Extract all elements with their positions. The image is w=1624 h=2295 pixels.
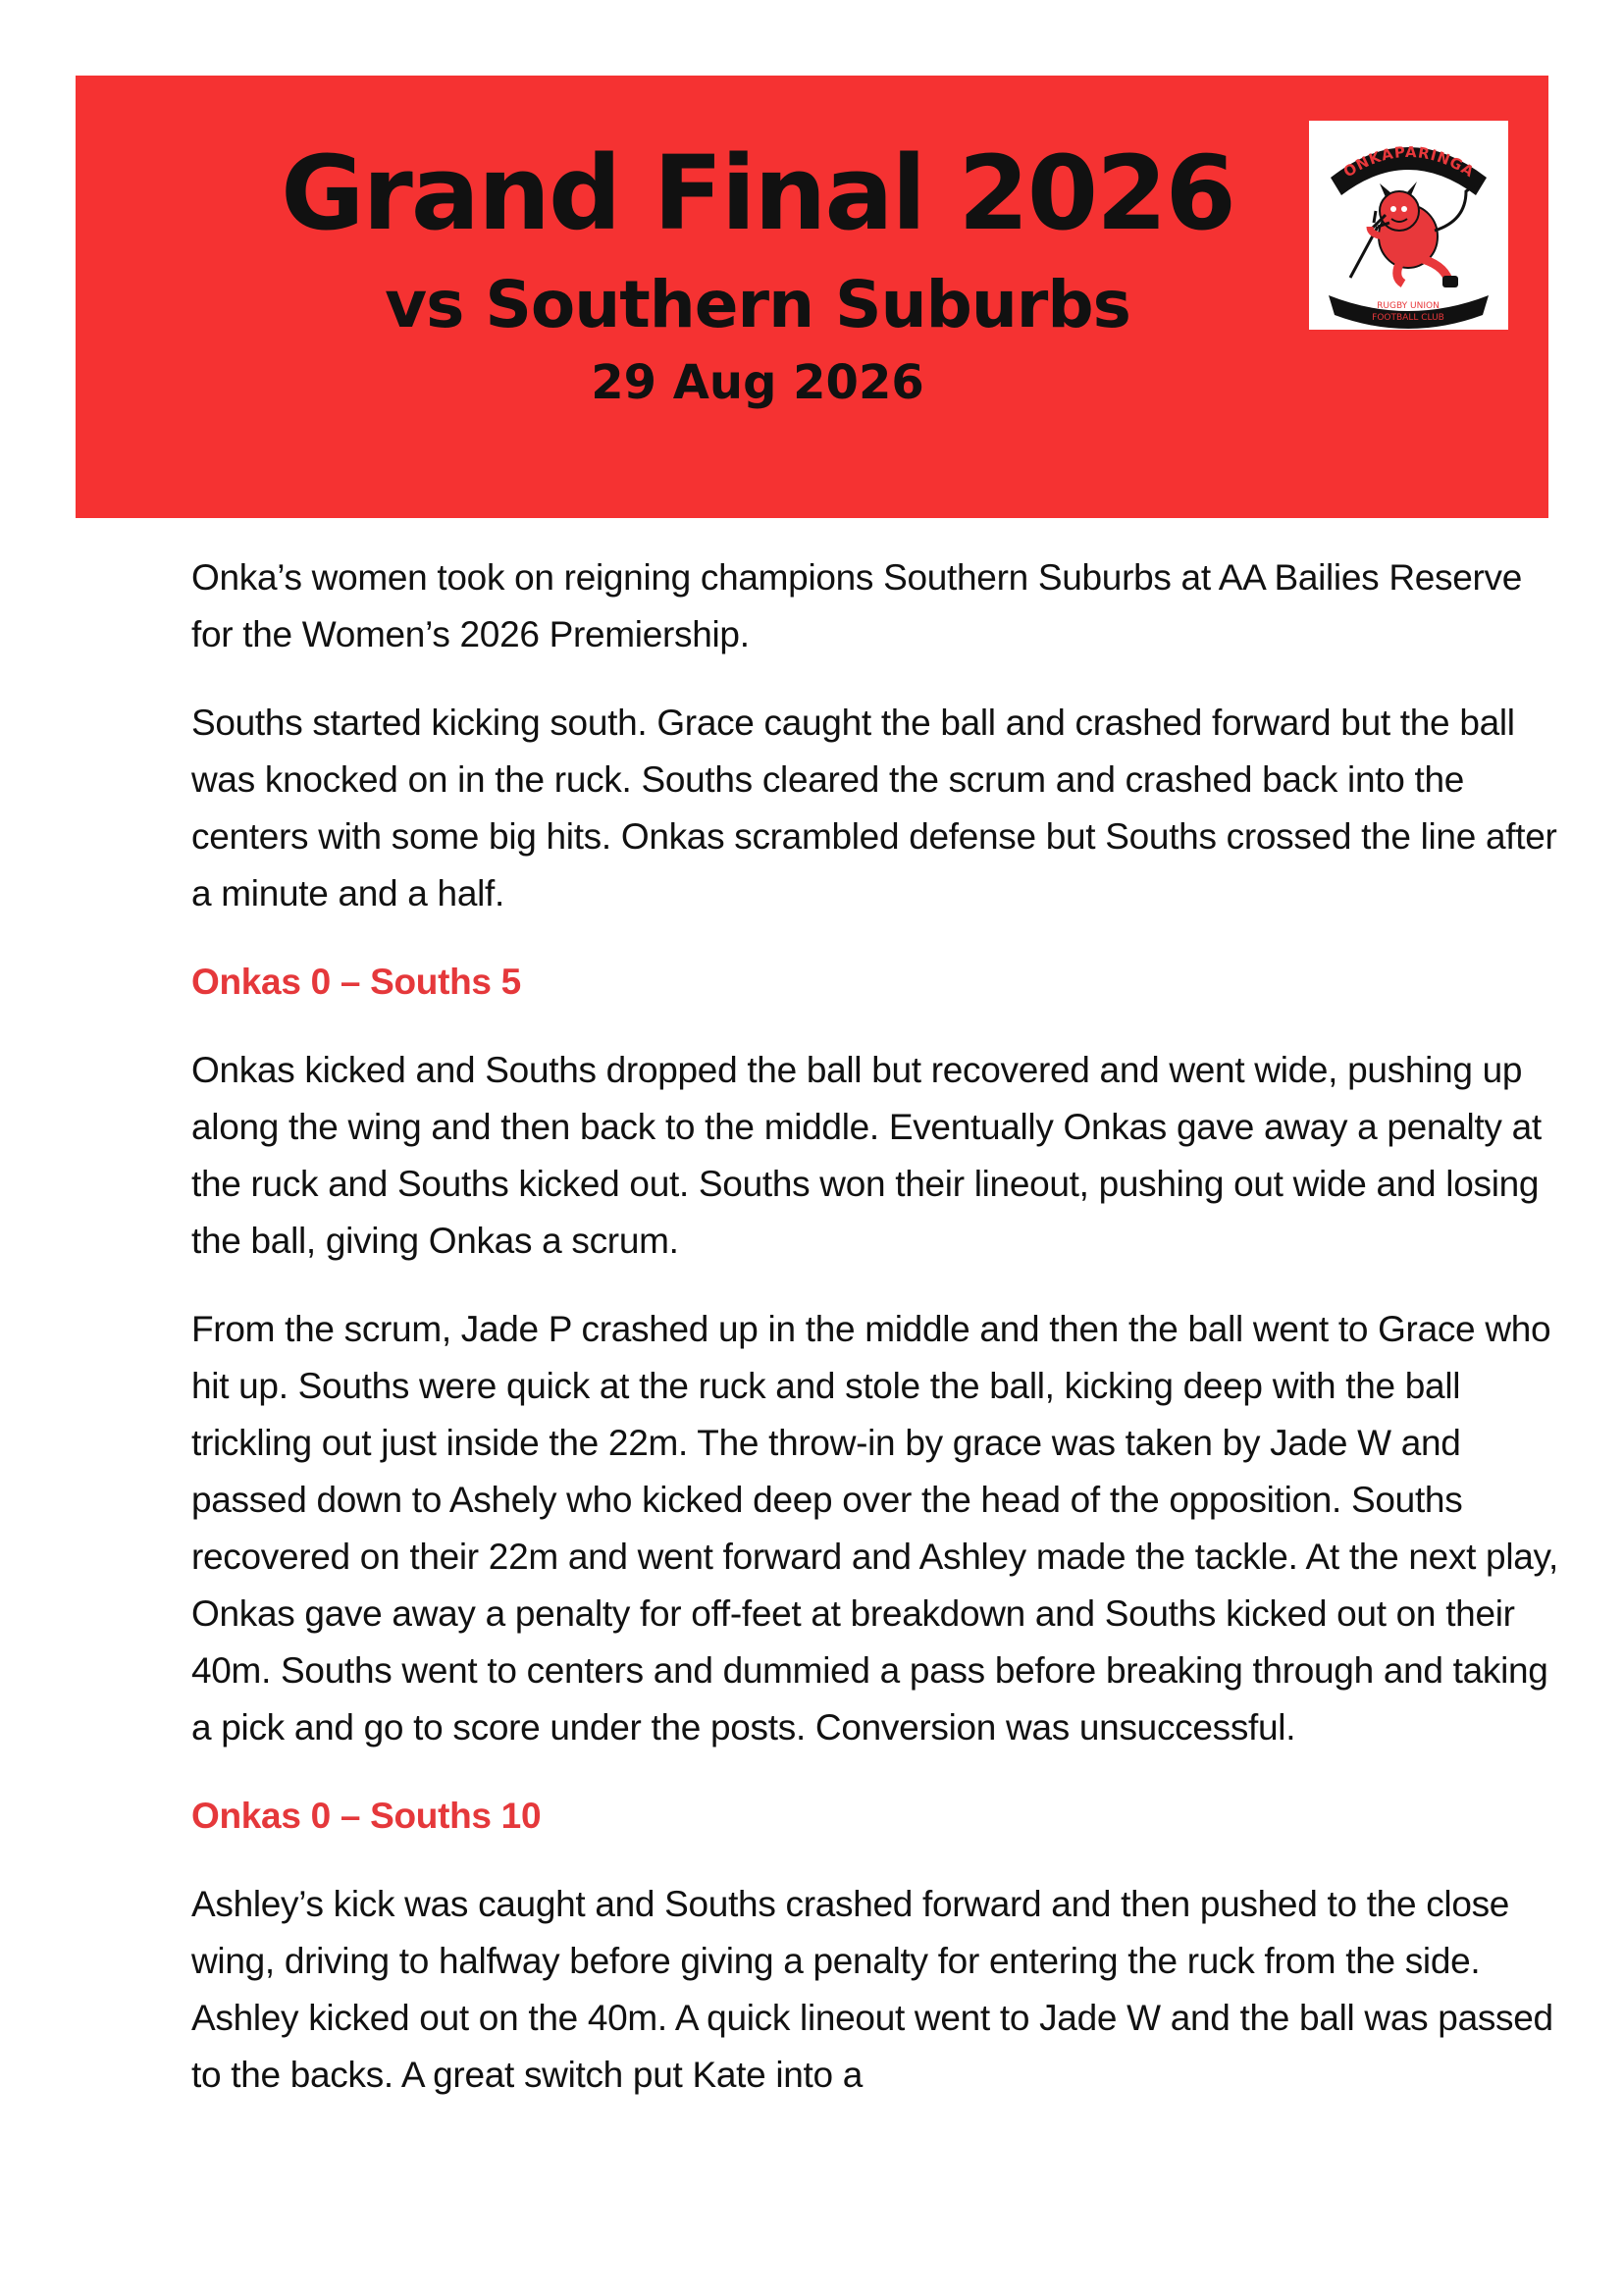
paragraph: From the scrum, Jade P crashed up in the middle and then the ball went to Grace who hit up. Souths were quick at the ruck and stole the ball, kicking deep with the ball trickling out just inside the 22m. The throw-in by grace was taken by Jade W and passed down to Ashely who kicked deep over the head of the opposition. Souths recovered on their 22m and went forward and Ashley made the tackle. At the next play, Onkas gave away a penalty for off-feet at breakdown and Souths kicked out on their 40m. Souths went to centers and dummied a pass before breaking through and taking a pick and go to score under the posts. Conversion was unsuccessful. xyxy=(191,1309,1558,1747)
paragraph: Onka’s women took on reigning champions Southern Suburbs at AA Bailies Reserve for the Women’s 2026 Premiership. xyxy=(191,557,1522,654)
paragraph: Ashley’s kick was caught and Souths crashed forward and then pushed to the close wing, driving to halfway before giving a penalty for entering the ruck from the side. Ashley kicked out on the 40m. A quick lineout went to Jade W and the ball was passed to the backs. A great switch put Kate into a xyxy=(191,1884,1553,2095)
page-subtitle: vs Southern Suburbs xyxy=(385,267,1130,342)
score-line: Onkas 0 – Souths 5 xyxy=(191,962,521,1002)
paragraph: Onkas kicked and Souths dropped the ball but recovered and went wide, pushing up along the wing and then back to the middle. Eventually Onkas gave away a penalty at the ruck and Souths kicked out. Souths won their lineout, pushing out wide and losing the ball, giving Onkas a scrum. xyxy=(191,1050,1542,1261)
page-title: Grand Final 2026 xyxy=(281,133,1234,253)
paragraph: Souths started kicking south. Grace caught the ball and crashed forward but the ball was knocked on in the ruck. Souths cleared the scrum and crashed back into the centers with some big hits. Onkas scrambled defense but Souths crossed the line after a minute and a half. xyxy=(191,703,1557,913)
score-line: Onkas 0 – Souths 10 xyxy=(191,1796,542,1836)
match-date: 29 Aug 2026 xyxy=(591,355,924,410)
onkaparinga-devil-logo-icon xyxy=(1309,121,1508,330)
header-banner xyxy=(76,76,1548,518)
logo-ribbon-top: RUGBY UNION xyxy=(1377,301,1440,311)
logo-arc-text: ONKAPARINGA xyxy=(1339,142,1478,182)
article-body xyxy=(191,549,1565,2135)
logo-ribbon-bottom: FOOTBALL CLUB xyxy=(1372,313,1444,323)
